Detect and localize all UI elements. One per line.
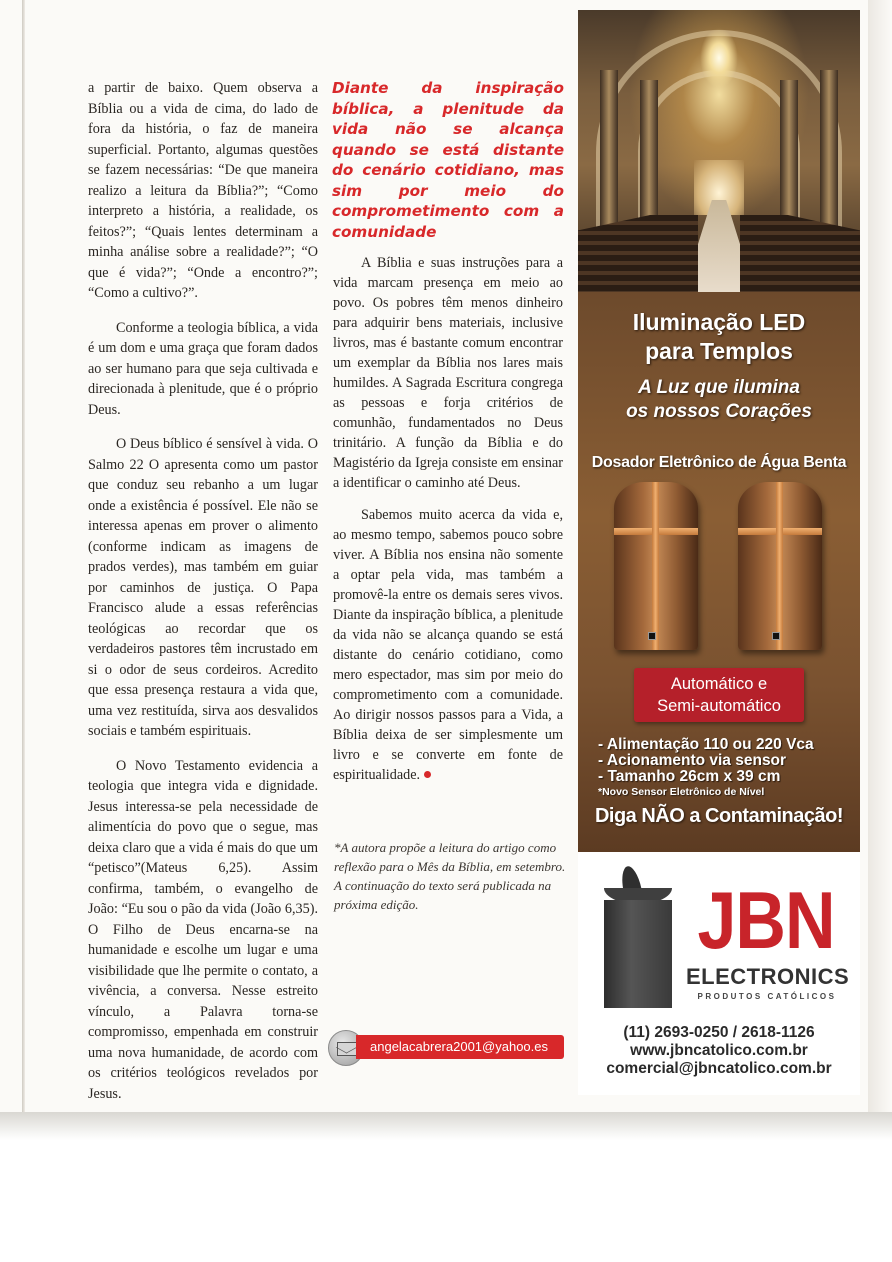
mode-badge-line: Semi-automático [657,697,781,715]
end-mark-icon [424,771,431,778]
paragraph: O Deus bíblico é sensível à vida. O Salmo 22 O apresenta como um pastor que conduz seu rebanho a um lugar onde a existência é possível. Ele não se interessa apenas em prover o alimento (conforme indicam as imagens de prados verdes), mas também em guiar por caminhos de justiça. O Papa Francisco alude a essas referências teológicas ao recordar que os verdadeiros pastores têm incrustado em si o odor de seus cordeiros. Acredito que essa presença restaura a vida que, uma vez restituída, sirva aos desvalidos sociais e também espirituais. [88,436,318,739]
paragraph: A Bíblia e suas instruções para a vida marcam presença em meio ao povo. Os pobres têm menos dinheiro para adquirir bens materiais, inclusive livros, mas é bastante comum encontrar um exemplar da Bíblia nos lares mais humildes. A Sagrada Escritura congrega as pessoas e forja critérios de comunhão, fundamentados no Deus trinitário. A função da Bíblia e do Magistério da Igreja consiste em ensinar a identificar o caminho até Deus. [333,255,563,491]
contact-email[interactable]: comercial@jbncatolico.com.br [606,1060,832,1077]
candle-logo-icon [604,900,672,1008]
page-bottom-shadow [0,1112,892,1140]
paragraph: O Novo Testamento evidencia a teologia que integra vida e dignidade. Jesus interessa-se pela necessidade de alimentícia do povo que o segue, mas deixa claro que a vida é mais do que um “petisco”(Mateus 6,25). Assim confirma, também, o evangelho de João: “Eu sou o pão da vida (João 6,35). O Filho de Deus encarna-se na humanidade e escolhe um lugar e uma visibilidade que lhe permite o contato, a vivência, a conversa. Nesse estreito vínculo, a Palavra torna-se compromisso, empenhada em construir uma nova humanidade, de acordo com os critérios teológicos revelados por Jesus. [88,757,318,1102]
brand-tagline: PRODUTOS CATÓLICOS [697,992,837,1001]
paragraph-text: Sabemos muito acerca da vida e, ao mesmo tempo, sabemos pouco sobre viver. A Bíblia nos ensina não somente a optar pela vida, mas também a promovê-la entre os demais seres vivos. Diante da inspiração bíblica, a plenitude da vida não se alcança quando se está distante do cenário cotidiano, como mero espectador, mas sim por meio do comprometimento com a comunidade. Ao dirigir nossos passos para a Vida, a Bíblia deixa de ser simplesmente um livro e se converte em fonte de espiritualidade. [333,507,563,783]
mode-badge-line: Automático e [670,675,768,693]
ad-product-title: Dosador Eletrônico de Água Benta [591,454,847,471]
ad-headline-line: Iluminação LED [632,309,806,335]
spec-item: - Alimentação 110 ou 220 Vca [598,736,814,753]
holy-water-dispenser-image [738,482,822,650]
left-text-column [88,78,318,1104]
mode-badge [634,668,804,722]
spec-note: *Novo Sensor Eletrônico de Nível [598,786,765,798]
advertisement [578,10,860,1095]
ad-tagline-line: A Luz que ilumina [638,377,800,398]
middle-text-column [333,253,563,785]
paragraph [333,505,563,785]
ad-headline-line: para Templos [645,338,793,364]
paragraph: Conforme a teologia bíblica, a vida é um dom e uma graça que foram dados ao ser humano para que seja cultivada e direcionada à plenitude, que é o próprio Deus. [88,319,318,418]
brand-subtitle: ELECTRONICS [686,964,850,989]
spec-item: - Tamanho 26cm x 39 cm [598,768,781,785]
product-specs [598,737,858,799]
brand-contacts [578,1024,860,1078]
church-interior-photo [578,10,860,292]
ad-tagline [578,376,860,424]
author-email-bar[interactable] [328,1030,564,1064]
phone-number: (11) 2693-0250 / 2618-1126 [623,1024,815,1041]
author-footnote: *A autora propõe a leitura do artigo como reflexão para o Mês da Bíblia, em setembro. A continuação do texto será publicada na próxima edição. [334,840,566,912]
brand-block [578,852,860,1095]
ad-slogan: Diga NÃO a Contaminação! [594,805,844,827]
website-link[interactable]: www.jbncatolico.com.br [630,1042,808,1059]
author-email[interactable]: angelacabrera2001@yahoo.es [356,1035,564,1059]
paragraph: a partir de baixo. Quem observa a Bíblia ou a vida de cima, do lado de fora da história, o faz de maneira superficial. Portanto, algumas questões se fazem necessárias: “De que maneira realizo a leitura da Bíblia?”; “Como interpreto a história, a realidade, os feitos?”; “Quais lentes determinam a minha análise sobre a realidade?”; “O que é vida?”; “Onde a encontro?”; “Como a cultivo?”. [88,80,318,301]
ad-tagline-line: os nossos Corações [626,401,812,422]
ad-headline [578,308,860,366]
ad-panel [578,292,860,852]
holy-water-dispenser-image [614,482,698,650]
spec-item: - Acionamento via sensor [598,752,787,769]
brand-logo: JBN [697,875,835,966]
page-edge [868,0,892,1120]
page-fold [22,0,25,1120]
pull-quote: Diante da inspiração bíblica, a plenitude da vida não se alcança quando se está distante do cenário cotidiano, mas sim por meio do comprometimento com a comunidade [332,79,564,241]
